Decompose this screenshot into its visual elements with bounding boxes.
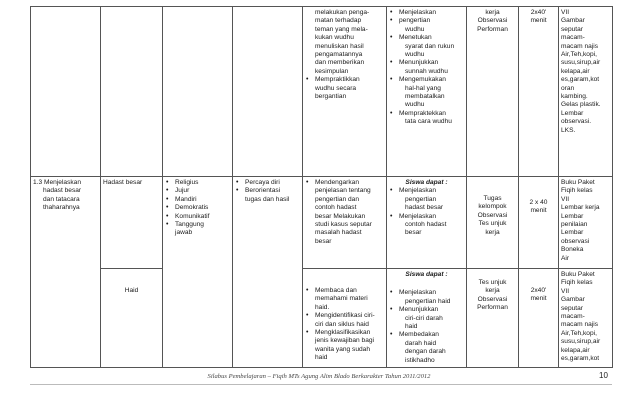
list-item: • Mempraktekkan: [389, 110, 464, 118]
list-item: • Demokratis: [165, 204, 230, 212]
cell-kompetensi: [31, 177, 101, 368]
text-line: Tugas: [483, 195, 502, 202]
text-line: seputar: [561, 304, 583, 312]
list-item: teman yang mela-: [315, 25, 368, 33]
text-line: kelapa,air: [561, 67, 590, 75]
list-item: • Mengklasifikasikan: [305, 329, 384, 337]
cell-pengamatan: [233, 7, 303, 177]
text-line: Air: [561, 254, 570, 262]
list-item: • Mempraktikkan: [305, 76, 384, 84]
list-item: besar: [405, 229, 422, 237]
text-line: Performan: [477, 304, 508, 312]
list-item: bergantian: [315, 93, 347, 101]
text-line: VII: [561, 287, 570, 295]
list-item: pengertian haid: [405, 297, 451, 305]
text-line: menit: [530, 17, 547, 25]
cell-indikator: [303, 177, 387, 269]
cell-materi: [101, 7, 163, 177]
text-line: kerja: [485, 228, 500, 236]
text-line: es,garam,kot: [561, 355, 600, 363]
text-line: Air,Teh,kopi,: [561, 51, 597, 59]
text-line: susu,sirup,air: [561, 59, 601, 67]
text-line: Gambar: [561, 296, 585, 304]
text-line: VII: [561, 195, 570, 203]
list-item: masalah hadast: [315, 229, 362, 237]
text-line: Tes unjuk: [478, 220, 507, 228]
list-item: • Mendengarkan: [305, 179, 384, 187]
cell-kegiatan: [387, 7, 467, 177]
table-row-haid: [31, 269, 613, 368]
list-item: studi kasus seputar: [315, 221, 372, 229]
list-item: pengertian: [405, 195, 437, 203]
text-line: 2x40': [530, 9, 547, 16]
cell-materi: [101, 269, 163, 368]
text-line: oran: [561, 84, 575, 92]
text-line: menit: [530, 295, 547, 303]
list-item: menuliskan hasil: [315, 42, 364, 50]
cell-kegiatan: [387, 269, 467, 368]
list-item: • Komunikatif: [165, 213, 230, 221]
list-item: • Mengemukakan: [389, 76, 464, 84]
text-line: Fiqih kelas: [561, 279, 593, 287]
list-item: jenis kewajiban bagi: [315, 337, 375, 345]
list-item: haid: [405, 323, 418, 331]
list-item: membatalkan: [405, 93, 445, 101]
cell-penilaian: [467, 177, 519, 269]
list-item: ciri-ciri darah: [405, 314, 443, 322]
text-line: observasi.: [561, 118, 592, 126]
list-item: • Membedakan: [389, 331, 464, 339]
text-line: macam najis: [561, 321, 599, 329]
text-line: macam-: [561, 313, 585, 321]
cell-karakter: [163, 177, 233, 368]
list-item: • Mengidentifikasi ciri-: [305, 312, 384, 320]
list-item: contoh hadast: [405, 221, 447, 229]
cell-sumber: [559, 177, 613, 269]
cell-kegiatan: [387, 177, 467, 269]
text-line: Air,Teh,kopi,: [561, 329, 597, 337]
list-item: contoh hadast: [315, 204, 357, 212]
list-item: • Menjelaskan: [389, 187, 464, 195]
list-item: • Menjelaskan: [389, 289, 464, 297]
list-item: syarat dan rukun: [405, 42, 455, 50]
text-line: Gelas plastik.: [561, 101, 601, 109]
cell-penilaian: [467, 7, 519, 177]
list-item: tugas dan hasil: [245, 195, 290, 203]
list-item: • Mandiri: [165, 196, 230, 204]
list-item: wudhu secara: [315, 84, 357, 92]
list-item: penjelasan tentang: [315, 187, 371, 195]
text-line: hadast besar: [43, 187, 82, 195]
list-item: • Menjelaskan: [389, 9, 464, 17]
text-line: Haid: [124, 287, 139, 294]
list-item: dengan darah: [405, 348, 446, 356]
text-line: kelompok: [478, 203, 507, 211]
list-item: matan terhadap: [315, 17, 362, 25]
text-line: penilaian: [561, 221, 588, 229]
list-item: • Jujur: [165, 187, 230, 195]
footer-divider: [30, 384, 612, 385]
text-line: Buku Paket: [561, 271, 595, 278]
list-item: hadast besar: [405, 204, 444, 212]
list-item: • Berorientasi: [235, 187, 300, 195]
text-line: Lembar: [561, 229, 584, 237]
list-item: • Tanggung: [165, 221, 230, 229]
text-line: Boneka: [561, 246, 584, 254]
text-line: kerja: [485, 9, 500, 16]
text-line: LKS.: [561, 126, 576, 134]
list-item: haid.: [315, 303, 330, 311]
list-item: istikhadho: [405, 356, 435, 364]
text-line: menit: [530, 207, 547, 215]
list-item: • Membaca dan: [305, 287, 384, 295]
table-row-wudhu: [31, 7, 613, 177]
table-row-hadast-besar: [31, 177, 613, 269]
cell-karakter: [163, 7, 233, 177]
text-line: Observasi: [477, 211, 508, 219]
text-line: seputar: [561, 25, 583, 33]
list-item: sunnah wudhu: [405, 67, 448, 75]
text-line: kerja: [485, 287, 500, 295]
list-item: • Menetukan: [389, 34, 464, 42]
cell-waktu: [519, 269, 559, 368]
text-line: observasi: [561, 237, 590, 245]
page-footer: Silabus Pembelajaran – Fiqih MTs Agung Alim Blado Berkarakter Tahun 2011/2012: [207, 373, 431, 380]
cell-waktu: [519, 7, 559, 177]
text-line: Performan: [477, 25, 508, 33]
list-item: • Menunjukkan: [389, 306, 464, 314]
cell-penilaian: [467, 269, 519, 368]
text-line: macam-: [561, 34, 585, 42]
list-item: jawab: [175, 229, 193, 237]
text-line: dan tatacara: [43, 195, 80, 203]
list-item: • Menunjukkan: [389, 59, 464, 67]
list-item: • pengertian: [389, 17, 464, 25]
text-line: macam najis: [561, 42, 599, 50]
cell-kompetensi: [31, 7, 101, 177]
text-line: es,garam,kot: [561, 76, 600, 84]
text-line: kambing.: [561, 93, 588, 101]
text-line: 2 x 40: [529, 199, 548, 206]
list-item: darah haid: [405, 339, 437, 347]
list-item: wudhu: [405, 101, 425, 109]
text-line: Hadast besar: [103, 179, 143, 186]
text-line: 1.3 Menjelaskan: [33, 179, 82, 186]
page-number: 10: [599, 371, 608, 380]
list-item: dan memberikan: [315, 59, 365, 67]
cell-indikator: [303, 7, 387, 177]
text-line: kelapa,air: [561, 346, 590, 354]
cell-materi: [101, 177, 163, 269]
list-item: pengertian dan: [315, 195, 359, 203]
text-line: susu,sirup,air: [561, 338, 601, 346]
list-item: wanita yang sudah: [315, 345, 370, 353]
list-item: haid: [315, 354, 328, 362]
text-line: Fiqih kelas: [561, 187, 593, 195]
text-line: thaharahnya: [43, 204, 80, 212]
cell-sumber: [559, 269, 613, 368]
list-item: wudhu: [405, 51, 425, 59]
list-item: • Religius: [165, 179, 230, 187]
text-line: Gambar: [561, 17, 585, 25]
syllabus-table: [30, 6, 613, 368]
text-line: Lembar: [561, 212, 584, 220]
text-line: Buku Paket: [561, 179, 595, 186]
cell-sumber: [559, 7, 613, 177]
list-item: melakukan penga-: [315, 9, 370, 16]
list-item: wudhu: [405, 25, 425, 33]
cell-pengamatan: [233, 177, 303, 368]
kegiatan-heading: Siswa dapat :: [405, 271, 448, 278]
list-item: ciri dan siklus haid: [315, 320, 369, 328]
list-item: memahami materi: [315, 295, 368, 303]
list-item: • Percaya diri: [235, 179, 300, 187]
text-line: Lembar: [561, 109, 584, 117]
cell-waktu: [519, 177, 559, 269]
list-item: besar: [315, 237, 332, 245]
list-item: besar Melakukan: [315, 212, 366, 220]
list-item: tata cara wudhu: [405, 118, 452, 126]
text-line: 2x40': [530, 287, 547, 294]
text-line: Tes unjuk: [478, 279, 507, 286]
list-item: • Menjelaskan: [389, 213, 464, 221]
list-item: kukan wudhu: [315, 34, 354, 42]
text-line: VII: [561, 9, 570, 16]
text-line: Observasi: [477, 295, 508, 303]
list-item: hal-hal yang: [405, 84, 441, 92]
list-item: kesimpulan: [315, 67, 349, 75]
text-line: Observasi: [477, 17, 508, 25]
cell-indikator: [303, 269, 387, 368]
list-item: pengamatannya: [315, 51, 363, 59]
text-line: Lembar kerja: [561, 204, 600, 212]
kegiatan-heading: Siswa dapat :: [405, 179, 448, 186]
